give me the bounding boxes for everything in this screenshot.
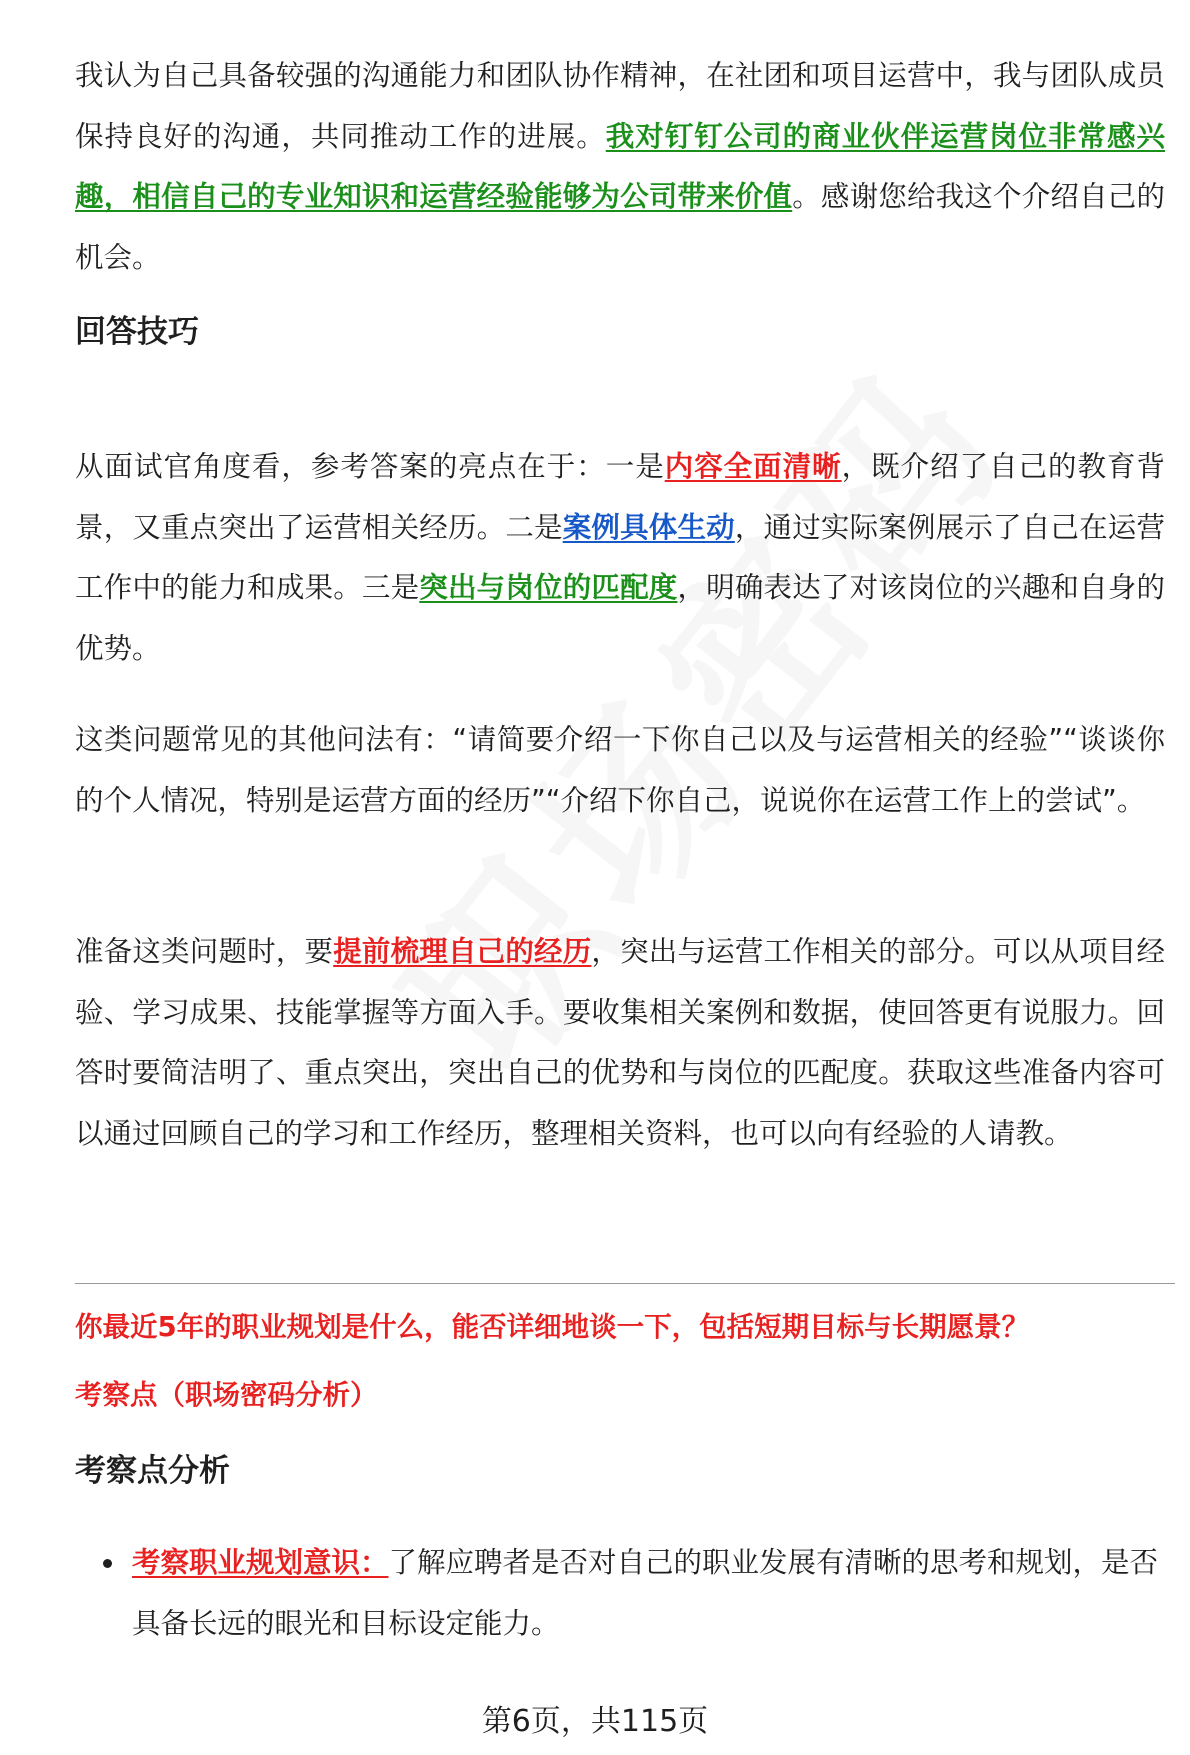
tips-paragraph-1 [75,437,1165,679]
analysis-item-label: 考察职业规划意识： [132,1546,389,1579]
analysis-heading: 考察点分析 [75,1453,230,1489]
tips-p1-c: ，通过实际案例展示了自己在运营工作中的能力和成果。三是 [75,510,1165,604]
tips-paragraph-3 [75,922,1165,1164]
highlight-job-match: 突出与岗位的匹配度 [419,571,678,604]
intro-text-b: 。感谢您给我这个介绍自己的机会。 [75,180,1165,274]
tips-p3-a: 准备这类问题时，要 [75,935,334,968]
highlight-review-experience: 提前梳理自己的经历 [333,935,592,968]
section-divider [75,1283,1175,1284]
tips-p1-b: ，既介绍了自己的教育背景，又重点突出了运营相关经历。二是 [75,450,1165,544]
page-number: 第6页，共115页 [481,1704,709,1739]
next-question-subtitle: 考察点（职场密码分析） [75,1379,378,1411]
list-item [75,1533,1165,1654]
tips-heading: 回答技巧 [75,314,199,350]
tips-p3-b: ，突出与运营工作相关的部分。可以从项目经验、学习成果、技能掌握等方面入手。要收集相关案例和数据，使回答更有说服力。回答时要简洁明了、重点突出，突出自己的优势和与岗位的匹配度。获取这些准备内容可以通过回顾自己的学习和工作经历，整理相关资料，也可以向有经验的人请教。 [75,935,1165,1150]
next-question-title: 你最近5年的职业规划是什么，能否详细地谈一下，包括短期目标与长期愿景？ [75,1311,1030,1343]
intro-highlight: 我对钉钉公司的商业伙伴运营岗位非常感兴趣，相信自己的专业知识和运营经验能够为公司带来价值 [75,119,1165,213]
bullet-icon [103,1559,112,1568]
highlight-case-vivid: 案例具体生动 [562,510,735,544]
intro-paragraph [75,46,1165,288]
tips-paragraph-2: 这类问题常见的其他问法有：“请简要介绍一下你自己以及与运营相关的经验”“谈谈你的个人情况，特别是运营方面的经历”“介绍下你自己，说说你在运营工作上的尝试”。 [75,723,1165,817]
highlight-content-clear: 内容全面清晰 [664,450,842,483]
tips-p1-a: 从面试官角度看，参考答案的亮点在于：一是 [75,450,665,483]
analysis-item-text: 了解应聘者是否对自己的职业发展有清晰的思考和规划，是否具备长远的眼光和目标设定能力。 [132,1546,1159,1640]
analysis-list [75,1533,1165,1654]
tips-p1-d: ，明确表达了对该岗位的兴趣和自身的优势。 [75,571,1165,665]
intro-text-a: 我认为自己具备较强的沟通能力和团队协作精神，在社团和项目运营中，我与团队成员保持良好的沟通，共同推动工作的进展。 [75,59,1165,153]
